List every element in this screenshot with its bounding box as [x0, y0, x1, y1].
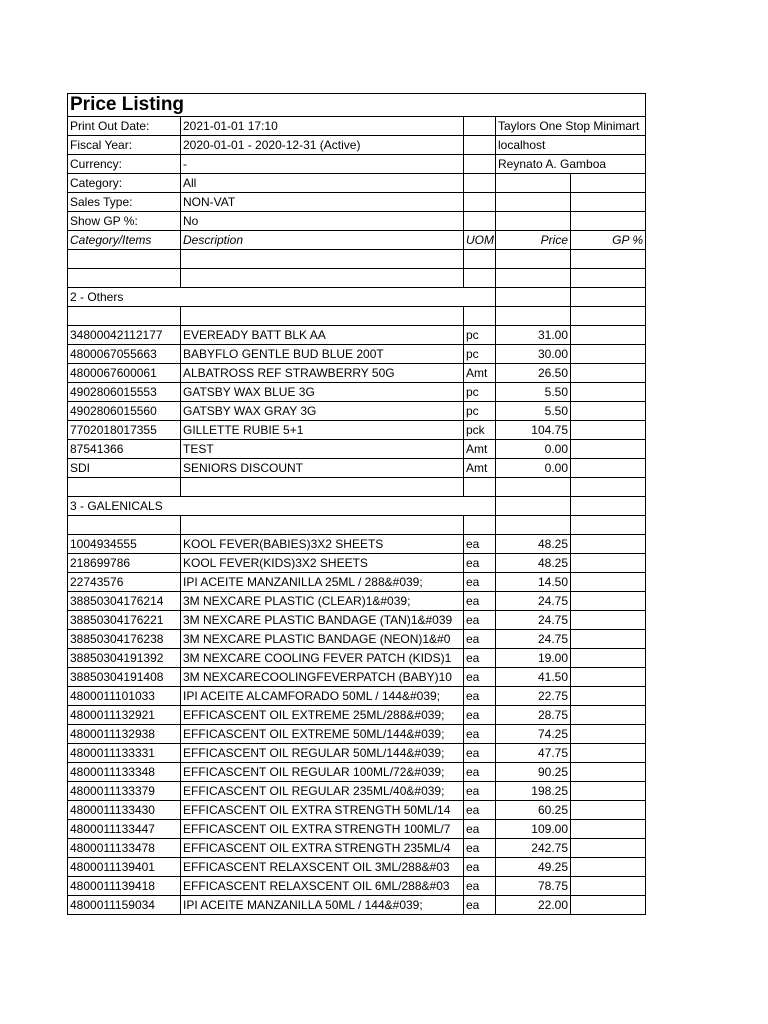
- table-row: [68, 687, 646, 706]
- item-gp: [571, 364, 646, 383]
- item-code: 38850304176214: [68, 592, 181, 611]
- empty-cell: [181, 516, 464, 535]
- table-row: [68, 573, 646, 592]
- item-code: 38850304176238: [68, 630, 181, 649]
- table-row: [68, 668, 646, 687]
- group-name: 3 - GALENICALS: [68, 497, 496, 516]
- item-description: BABYFLO GENTLE BUD BLUE 200T: [181, 345, 464, 364]
- item-code: 218699786: [68, 554, 181, 573]
- item-uom: pc: [464, 383, 496, 402]
- group-header-row: [68, 497, 646, 516]
- item-uom: ea: [464, 801, 496, 820]
- item-gp: [571, 383, 646, 402]
- item-code: 4800011159034: [68, 896, 181, 915]
- empty-cell: [464, 478, 496, 497]
- item-uom: ea: [464, 554, 496, 573]
- table-row: [68, 763, 646, 782]
- fiscal-year-value: 2020-01-01 - 2020-12-31 (Active): [181, 136, 464, 155]
- item-uom: ea: [464, 592, 496, 611]
- empty-cell: [496, 269, 571, 288]
- item-description: IPI ACEITE ALCAMFORADO 50ML / 144&#039;: [181, 687, 464, 706]
- empty-cell: [68, 269, 181, 288]
- table-row: [68, 535, 646, 554]
- table-row: [68, 801, 646, 820]
- empty-cell: [571, 212, 646, 231]
- item-price: 19.00: [496, 649, 571, 668]
- item-gp: [571, 820, 646, 839]
- item-uom: ea: [464, 725, 496, 744]
- empty-cell: [464, 269, 496, 288]
- item-gp: [571, 668, 646, 687]
- item-code: 38850304191392: [68, 649, 181, 668]
- title-row: [68, 94, 646, 117]
- item-uom: ea: [464, 839, 496, 858]
- item-code: 4902806015553: [68, 383, 181, 402]
- item-gp: [571, 896, 646, 915]
- item-uom: Amt: [464, 459, 496, 478]
- table-row: [68, 858, 646, 877]
- item-description: EFFICASCENT OIL EXTRA STRENGTH 235ML/4: [181, 839, 464, 858]
- item-description: IPI ACEITE MANZANILLA 25ML / 288&#039;: [181, 573, 464, 592]
- empty-cell: [496, 478, 571, 497]
- item-uom: ea: [464, 687, 496, 706]
- empty-cell: [496, 174, 571, 193]
- item-price: 26.50: [496, 364, 571, 383]
- table-row: [68, 896, 646, 915]
- empty-cell: [496, 212, 571, 231]
- empty-cell: [464, 212, 496, 231]
- table-row: [68, 402, 646, 421]
- item-price: 242.75: [496, 839, 571, 858]
- item-code: 4800011139418: [68, 877, 181, 896]
- item-description: KOOL FEVER(BABIES)3X2 SHEETS: [181, 535, 464, 554]
- empty-cell: [68, 516, 181, 535]
- item-price: 24.75: [496, 630, 571, 649]
- item-description: EFFICASCENT OIL EXTRA STRENGTH 50ML/14: [181, 801, 464, 820]
- item-gp: [571, 421, 646, 440]
- item-price: 28.75: [496, 706, 571, 725]
- table-row: [68, 383, 646, 402]
- table-row: [68, 459, 646, 478]
- group-name: 2 - Others: [68, 288, 496, 307]
- info-row: [68, 193, 646, 212]
- item-description: EVEREADY BATT BLK AA: [181, 326, 464, 345]
- item-description: KOOL FEVER(KIDS)3X2 SHEETS: [181, 554, 464, 573]
- report-title: Price Listing: [68, 94, 646, 117]
- item-gp: [571, 630, 646, 649]
- empty-cell: [496, 288, 571, 307]
- item-uom: ea: [464, 706, 496, 725]
- empty-cell: [571, 497, 646, 516]
- item-code: 4800067600061: [68, 364, 181, 383]
- item-uom: ea: [464, 763, 496, 782]
- item-description: EFFICASCENT OIL EXTRA STRENGTH 100ML/7: [181, 820, 464, 839]
- item-code: 38850304176221: [68, 611, 181, 630]
- item-code: 4800011139401: [68, 858, 181, 877]
- item-description: 3M NEXCARE PLASTIC (CLEAR)1&#039;: [181, 592, 464, 611]
- column-header-row: [68, 231, 646, 250]
- item-price: 0.00: [496, 459, 571, 478]
- category-label: Category:: [68, 174, 181, 193]
- item-description: EFFICASCENT OIL EXTREME 50ML/144&#039;: [181, 725, 464, 744]
- item-code: SDI: [68, 459, 181, 478]
- item-code: 4800011133379: [68, 782, 181, 801]
- item-gp: [571, 592, 646, 611]
- empty-cell: [571, 288, 646, 307]
- item-gp: [571, 782, 646, 801]
- item-price: 31.00: [496, 326, 571, 345]
- empty-cell: [571, 478, 646, 497]
- item-gp: [571, 877, 646, 896]
- item-price: 14.50: [496, 573, 571, 592]
- item-code: 4800067055663: [68, 345, 181, 364]
- blank-row: [68, 478, 646, 497]
- item-price: 41.50: [496, 668, 571, 687]
- table-row: [68, 554, 646, 573]
- table-row: [68, 839, 646, 858]
- table-row: [68, 725, 646, 744]
- empty-cell: [496, 250, 571, 269]
- table-row: [68, 345, 646, 364]
- table-row: [68, 706, 646, 725]
- table-row: [68, 630, 646, 649]
- item-gp: [571, 706, 646, 725]
- item-gp: [571, 326, 646, 345]
- table-row: [68, 744, 646, 763]
- item-description: IPI ACEITE MANZANILLA 50ML / 144&#039;: [181, 896, 464, 915]
- column-header-items: Category/Items: [68, 231, 181, 250]
- item-gp: [571, 345, 646, 364]
- item-uom: pck: [464, 421, 496, 440]
- item-code: 4800011132921: [68, 706, 181, 725]
- info-row: [68, 212, 646, 231]
- sales-type-value: NON-VAT: [181, 193, 464, 212]
- empty-cell: [571, 174, 646, 193]
- table-row: [68, 820, 646, 839]
- item-description: EFFICASCENT RELAXSCENT OIL 3ML/288&#03: [181, 858, 464, 877]
- empty-cell: [496, 516, 571, 535]
- item-description: ALBATROSS REF STRAWBERRY 50G: [181, 364, 464, 383]
- item-uom: pc: [464, 326, 496, 345]
- table-row: [68, 326, 646, 345]
- item-price: 47.75: [496, 744, 571, 763]
- item-gp: [571, 687, 646, 706]
- item-uom: ea: [464, 782, 496, 801]
- item-price: 24.75: [496, 592, 571, 611]
- item-description: EFFICASCENT OIL REGULAR 235ML/40&#039;: [181, 782, 464, 801]
- empty-cell: [571, 269, 646, 288]
- empty-cell: [68, 250, 181, 269]
- item-gp: [571, 744, 646, 763]
- item-gp: [571, 649, 646, 668]
- item-code: 34800042112177: [68, 326, 181, 345]
- item-gp: [571, 725, 646, 744]
- empty-cell: [181, 269, 464, 288]
- blank-row: [68, 269, 646, 288]
- item-price: 60.25: [496, 801, 571, 820]
- item-uom: pc: [464, 345, 496, 364]
- user-name: Reynato A. Gamboa: [496, 155, 646, 174]
- table-row: [68, 592, 646, 611]
- item-description: SENIORS DISCOUNT: [181, 459, 464, 478]
- item-code: 4800011101033: [68, 687, 181, 706]
- item-uom: Amt: [464, 364, 496, 383]
- item-code: 4800011133348: [68, 763, 181, 782]
- info-row: [68, 117, 646, 136]
- item-gp: [571, 801, 646, 820]
- empty-cell: [496, 193, 571, 212]
- table-row: [68, 877, 646, 896]
- empty-cell: [571, 516, 646, 535]
- item-gp: [571, 858, 646, 877]
- info-row: [68, 155, 646, 174]
- empty-cell: [571, 250, 646, 269]
- item-price: 90.25: [496, 763, 571, 782]
- item-code: 22743576: [68, 573, 181, 592]
- print-out-date-value: 2021-01-01 17:10: [181, 117, 464, 136]
- item-gp: [571, 763, 646, 782]
- item-gp: [571, 402, 646, 421]
- item-description: EFFICASCENT OIL REGULAR 100ML/72&#039;: [181, 763, 464, 782]
- item-uom: ea: [464, 630, 496, 649]
- item-uom: ea: [464, 896, 496, 915]
- column-header-price: Price: [496, 231, 571, 250]
- item-code: 4800011133430: [68, 801, 181, 820]
- item-description: GATSBY WAX GRAY 3G: [181, 402, 464, 421]
- item-description: EFFICASCENT OIL EXTREME 25ML/288&#039;: [181, 706, 464, 725]
- item-uom: ea: [464, 858, 496, 877]
- category-value: All: [181, 174, 464, 193]
- item-price: 5.50: [496, 383, 571, 402]
- empty-cell: [571, 307, 646, 326]
- item-code: 1004934555: [68, 535, 181, 554]
- item-price: 30.00: [496, 345, 571, 364]
- fiscal-year-label: Fiscal Year:: [68, 136, 181, 155]
- item-code: 4902806015560: [68, 402, 181, 421]
- table-row: [68, 649, 646, 668]
- item-price: 48.25: [496, 554, 571, 573]
- empty-cell: [464, 136, 496, 155]
- item-description: 3M NEXCARECOOLINGFEVERPATCH (BABY)10: [181, 668, 464, 687]
- table-row: [68, 782, 646, 801]
- item-price: 74.25: [496, 725, 571, 744]
- print-out-date-label: Print Out Date:: [68, 117, 181, 136]
- table-row: [68, 611, 646, 630]
- item-code: 38850304191408: [68, 668, 181, 687]
- item-gp: [571, 839, 646, 858]
- item-description: 3M NEXCARE PLASTIC BANDAGE (NEON)1&#0: [181, 630, 464, 649]
- item-price: 22.75: [496, 687, 571, 706]
- item-gp: [571, 535, 646, 554]
- table-row: [68, 421, 646, 440]
- item-uom: pc: [464, 402, 496, 421]
- empty-cell: [181, 478, 464, 497]
- item-description: GATSBY WAX BLUE 3G: [181, 383, 464, 402]
- item-uom: ea: [464, 877, 496, 896]
- host-name: localhost: [496, 136, 646, 155]
- item-description: EFFICASCENT OIL REGULAR 50ML/144&#039;: [181, 744, 464, 763]
- empty-cell: [464, 250, 496, 269]
- table-row: [68, 364, 646, 383]
- item-uom: ea: [464, 820, 496, 839]
- group-header-row: [68, 288, 646, 307]
- empty-cell: [68, 478, 181, 497]
- empty-cell: [68, 307, 181, 326]
- empty-cell: [464, 193, 496, 212]
- empty-cell: [464, 117, 496, 136]
- blank-row: [68, 307, 646, 326]
- column-header-description: Description: [181, 231, 464, 250]
- item-gp: [571, 554, 646, 573]
- item-description: GILLETTE RUBIE 5+1: [181, 421, 464, 440]
- item-uom: ea: [464, 611, 496, 630]
- item-price: 24.75: [496, 611, 571, 630]
- info-row: [68, 174, 646, 193]
- item-gp: [571, 573, 646, 592]
- empty-cell: [496, 307, 571, 326]
- column-header-gp: GP %: [571, 231, 646, 250]
- item-uom: ea: [464, 649, 496, 668]
- price-listing-body: [68, 94, 646, 915]
- table-row: [68, 440, 646, 459]
- sales-type-label: Sales Type:: [68, 193, 181, 212]
- show-gp-label: Show GP %:: [68, 212, 181, 231]
- item-gp: [571, 440, 646, 459]
- info-row: [68, 136, 646, 155]
- column-header-uom: UOM: [464, 231, 496, 250]
- item-price: 109.00: [496, 820, 571, 839]
- empty-cell: [464, 174, 496, 193]
- item-code: 87541366: [68, 440, 181, 459]
- item-price: 48.25: [496, 535, 571, 554]
- item-price: 22.00: [496, 896, 571, 915]
- empty-cell: [464, 307, 496, 326]
- item-code: 4800011133447: [68, 820, 181, 839]
- item-uom: ea: [464, 668, 496, 687]
- empty-cell: [496, 497, 571, 516]
- empty-cell: [181, 250, 464, 269]
- item-description: 3M NEXCARE COOLING FEVER PATCH (KIDS)1: [181, 649, 464, 668]
- item-code: 4800011133478: [68, 839, 181, 858]
- empty-cell: [464, 516, 496, 535]
- item-price: 104.75: [496, 421, 571, 440]
- item-description: TEST: [181, 440, 464, 459]
- price-listing-table: [67, 93, 646, 915]
- item-uom: ea: [464, 744, 496, 763]
- item-description: EFFICASCENT RELAXSCENT OIL 6ML/288&#03: [181, 877, 464, 896]
- item-price: 49.25: [496, 858, 571, 877]
- item-price: 78.75: [496, 877, 571, 896]
- item-price: 0.00: [496, 440, 571, 459]
- empty-cell: [571, 193, 646, 212]
- show-gp-value: No: [181, 212, 464, 231]
- currency-value: -: [181, 155, 464, 174]
- empty-cell: [464, 155, 496, 174]
- item-uom: ea: [464, 535, 496, 554]
- item-price: 5.50: [496, 402, 571, 421]
- item-uom: ea: [464, 573, 496, 592]
- item-code: 4800011133331: [68, 744, 181, 763]
- item-uom: Amt: [464, 440, 496, 459]
- item-price: 198.25: [496, 782, 571, 801]
- item-description: 3M NEXCARE PLASTIC BANDAGE (TAN)1&#039: [181, 611, 464, 630]
- currency-label: Currency:: [68, 155, 181, 174]
- blank-row: [68, 250, 646, 269]
- blank-row: [68, 516, 646, 535]
- item-code: 4800011132938: [68, 725, 181, 744]
- item-code: 7702018017355: [68, 421, 181, 440]
- empty-cell: [181, 307, 464, 326]
- company-name: Taylors One Stop Minimart: [496, 117, 646, 136]
- item-gp: [571, 459, 646, 478]
- item-gp: [571, 611, 646, 630]
